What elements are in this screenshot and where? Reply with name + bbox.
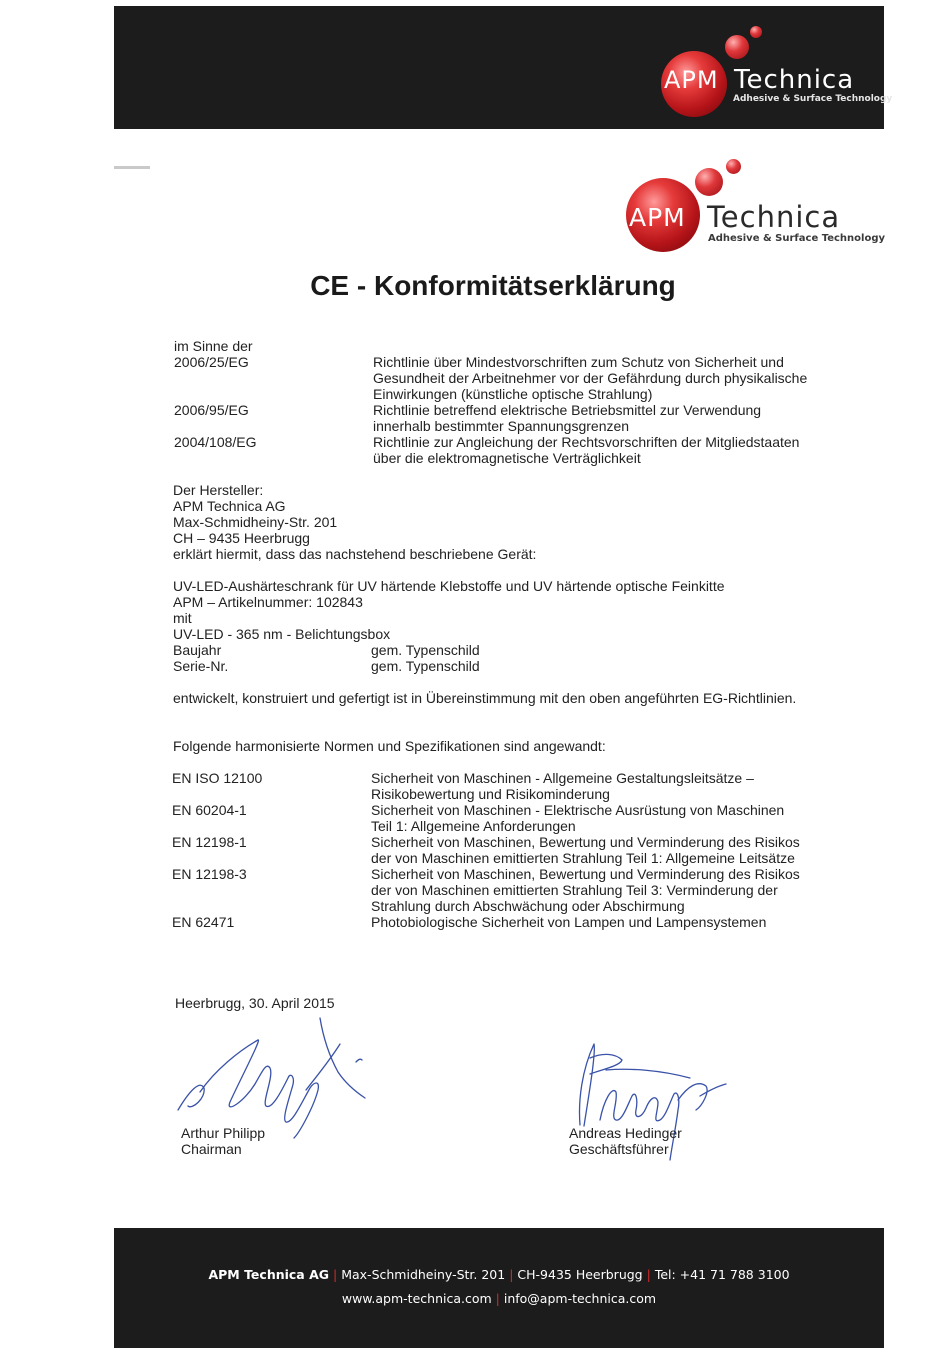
device-description: UV-LED-Aushärteschrank für UV härtende Klebstoffe und UV härtende optische Feinkitte [173,578,725,594]
directive-text: Einwirkungen (künstliche optische Strahlung) [373,386,653,402]
logo-apm: APM [629,203,686,232]
directive-text: Richtlinie betreffend elektrische Betriebsmittel zur Verwendung [373,402,762,418]
document-title: CE - Konformitätserklärung [310,270,676,301]
signatory-name: Andreas Hedinger [569,1125,682,1141]
footer-phone: Tel: +41 71 788 3100 [654,1267,790,1282]
device-serial-value: gem. Typenschild [371,658,480,674]
standard-text: Sicherheit von Maschinen - Elektrische Ausrüstung von Maschinen [371,802,785,818]
footer-separator: | [646,1267,651,1282]
footer-banner [114,1228,884,1348]
directive-code: 2004/108/EG [174,434,257,450]
logo-technica: Technica [734,65,855,95]
directive-text: Richtlinie zur Angleichung der Rechtsvorschriften der Mitgliedstaaten [373,434,800,450]
divider-dash [114,166,150,169]
logo-tagline: Adhesive & Surface Technology [708,233,885,244]
footer-website-link[interactable]: www.apm-technica.com [341,1291,492,1306]
standard-text: Teil 1: Allgemeine Anforderungen [371,818,576,834]
directive-code: 2006/25/EG [174,354,249,370]
place-date: Heerbrugg, 30. April 2015 [175,995,335,1011]
standard-text: Photobiologische Sicherheit von Lampen und Lampensystemen [371,914,767,930]
conformity-statement: entwickelt, konstruiert und gefertigt ist in Übereinstimmung mit den oben angeführten EG-Richtlinien. [173,690,797,706]
standard-text: der von Maschinen emittierten Strahlung Teil 1: Allgemeine Leitsätze [371,850,795,866]
device-with: mit [173,610,192,626]
footer-street: Max-Schmidheiny-Str. 201 [341,1267,506,1282]
standard-code: EN 12198-3 [172,866,247,882]
logo-sphere-small [695,168,723,196]
footer-separator: | [495,1291,500,1306]
signatory-role: Chairman [181,1141,242,1157]
standard-text: Sicherheit von Maschinen, Bewertung und Verminderung des Risikos [371,866,800,882]
logo-apm: APM [664,66,719,94]
footer-separator: | [333,1267,338,1282]
standards-intro: Folgende harmonisierte Normen und Spezifikationen sind angewandt: [173,738,606,754]
device-article: APM – Artikelnummer: 102843 [173,594,363,610]
directive-text: innerhalb bestimmter Spannungsgrenzen [373,418,630,434]
standard-text: Sicherheit von Maschinen - Allgemeine Gestaltungsleitsätze – [371,770,754,786]
manufacturer-name: APM Technica AG [173,498,286,514]
footer-address-line [114,1267,884,1282]
logo-sphere-small [725,35,749,59]
directive-text: über die elektromagnetische Verträglichkeit [373,450,641,466]
standard-code: EN ISO 12100 [172,770,263,786]
document-logo [622,156,885,256]
signatory-name: Arthur Philipp [181,1125,266,1141]
footer-separator: | [509,1267,514,1282]
standard-text: Risikobewertung und Risikominderung [371,786,610,802]
footer-contact-line [114,1291,884,1306]
manufacturer-declaration: erklärt hiermit, dass das nachstehend beschriebene Gerät: [173,546,537,562]
directive-text: Richtlinie über Mindestvorschriften zum Schutz von Sicherheit und [373,354,784,370]
device-serial-label: Serie-Nr. [173,658,229,674]
footer-company: APM Technica AG [208,1267,330,1282]
standard-text: Sicherheit von Maschinen, Bewertung und Verminderung des Risikos [371,834,800,850]
device-year-label: Baujahr [173,642,222,658]
manufacturer-street: Max-Schmidheiny-Str. 201 [173,514,338,530]
standard-code: EN 62471 [172,914,235,930]
standard-code: EN 12198-1 [172,834,247,850]
standard-text: der von Maschinen emittierten Strahlung Teil 3: Verminderung der [371,882,778,898]
device-year-value: gem. Typenschild [371,642,480,658]
logo-sphere-tiny [726,159,741,174]
logo-sphere-tiny [750,26,762,38]
footer-city: CH-9435 Heerbrugg [517,1267,643,1282]
manufacturer-label: Der Hersteller: [173,482,264,498]
logo-tagline: Adhesive & Surface Technology [733,94,893,104]
standard-code: EN 60204-1 [172,802,247,818]
manufacturer-city: CH – 9435 Heerbrugg [173,530,310,546]
footer-email-link[interactable]: info@apm-technica.com [503,1291,657,1306]
logo-technica: Technica [707,200,841,234]
device-box: UV-LED - 365 nm - Belichtungsbox [173,626,391,642]
directive-code: 2006/95/EG [174,402,249,418]
directive-text: Gesundheit der Arbeitnehmer vor der Gefährdung durch physikalische [373,370,808,386]
signatory-role: Geschäftsführer [569,1141,669,1157]
intro-text: im Sinne der [174,338,253,354]
standard-text: Strahlung durch Abschwächung oder Abschirmung [371,898,685,914]
header-logo [656,22,893,122]
